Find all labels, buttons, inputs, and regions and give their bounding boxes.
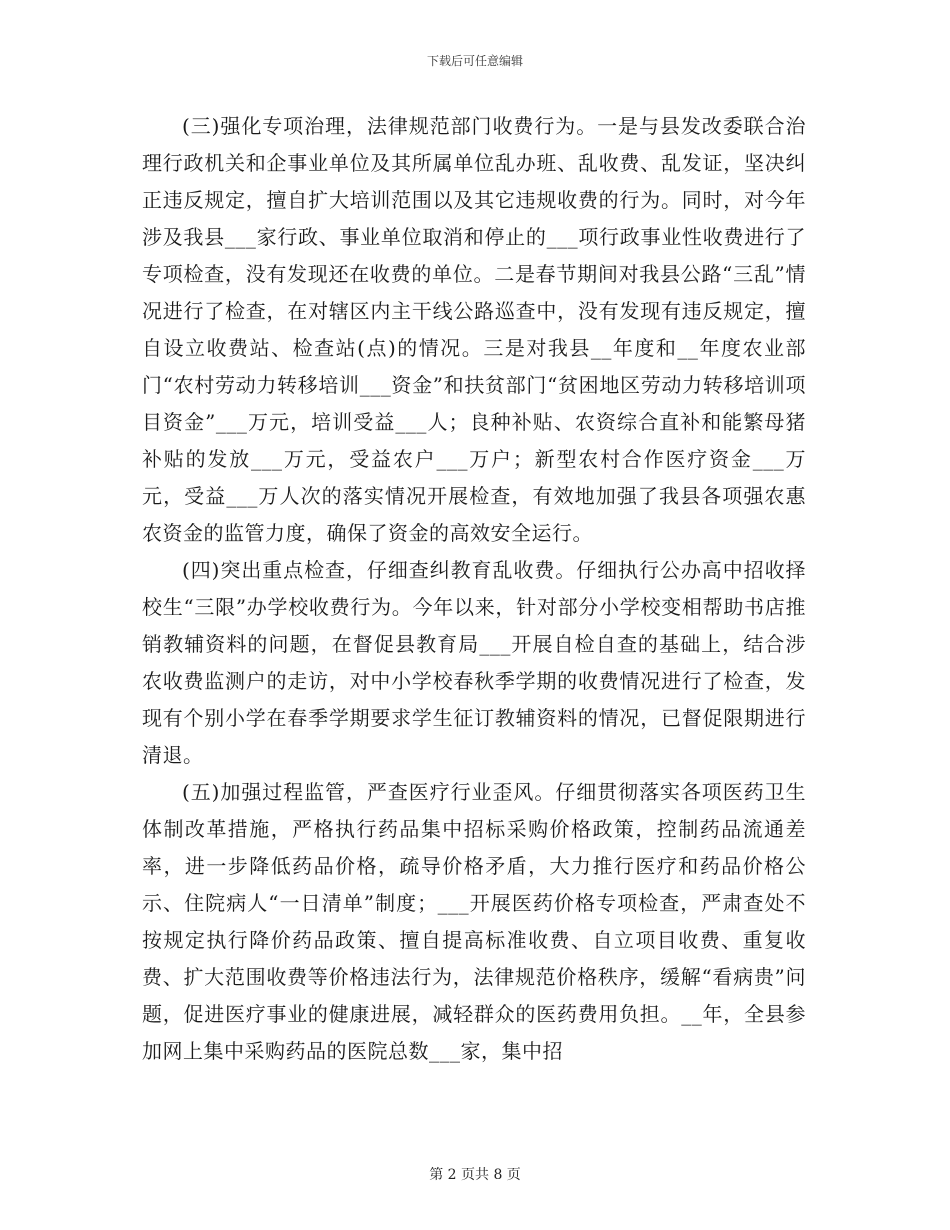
document-body <box>142 108 806 1070</box>
paragraph-4: (四)突出重点检查，仔细查纠教育乱收费。仔细执行公办高中招收择校生“三限”办学校收费行为。今年以来，针对部分小学校变相帮助书店推销教辅资料的问题，在督促县教育局___开展自检自查的基础上，结合涉农收费监测户的走访，对中小学校春秋季学期的收费情况进行了检查，发现有个别小学在春季学期要求学生征订教辅资料的情况，已督促限期进行清退。 <box>142 558 806 767</box>
page-header: 下载后可任意编辑 <box>426 54 523 68</box>
paragraph-3: (三)强化专项治理，法律规范部门收费行为。一是与县发改委联合治理行政机关和企事业单位及其所属单位乱办班、乱收费、乱发证，坚决纠正违反规定，擅自扩大培训范围以及其它违规收费的行为。同时，对今年涉及我县___家行政、事业单位取消和停止的___项行政事业性收费进行了专项检查，没有发现还在收费的单位。二是春节期间对我县公路“三乱”情况进行了检查，在对辖区内主干线公路巡查中，没有发现有违反规定，擅自设立收费站、检查站(点)的情况。三是对我县__年度和__年度农业部门“农村劳动力转移培训___资金”和扶贫部门“贫困地区劳动力转移培训项目资金”___万元，培训受益___人；良种补贴、农资综合直补和能繁母猪补贴的发放___万元，受益农户___万户；新型农村合作医疗资金___万元，受益___万人次的落实情况开展检查，有效地加强了我县各项强农惠农资金的监管力度，确保了资金的高效安全运行。 <box>142 114 806 545</box>
page-footer: 第 2 页共 8 页 <box>429 1167 521 1183</box>
paragraph-5: (五)加强过程监管，严查医疗行业歪风。仔细贯彻落实各项医药卫生体制改革措施，严格执行药品集中招标采购价格政策，控制药品流通差率，进一步降低药品价格，疏导价格矛盾，大力推行医疗和药品价格公示、住院病人“一日清单”制度；___开展医药价格专项检查，严肃查处不按规定执行降价药品政策、擅自提高标准收费、自立项目收费、重复收费、扩大范围收费等价格违法行为，法律规范价格秩序，缓解“看病贵”问题，促进医疗事业的健康进展，减轻群众的医药费用负担。__年，全县参加网上集中采购药品的医院总数___家，集中招 <box>142 780 806 1063</box>
